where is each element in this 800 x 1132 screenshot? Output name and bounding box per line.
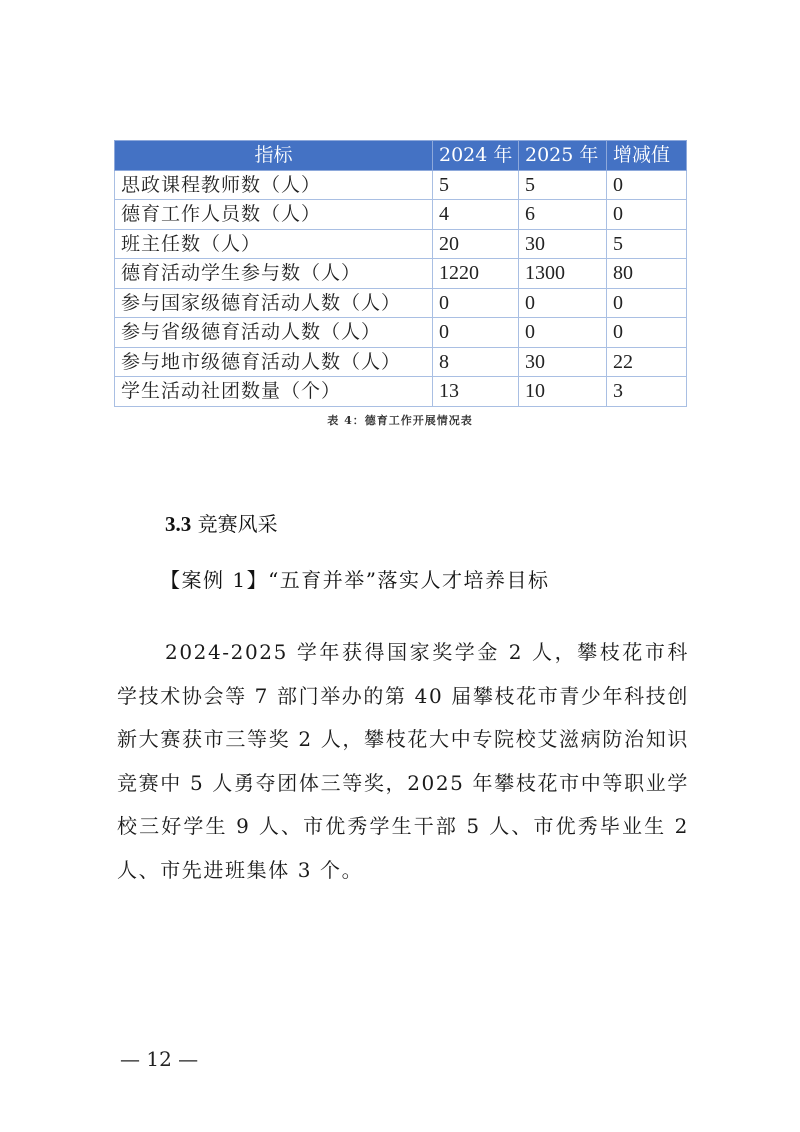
section-number: 3.3 <box>165 512 192 536</box>
cell-2025: 30 <box>519 347 607 377</box>
table-row <box>115 200 687 230</box>
table-caption: 表 4：德育工作开展情况表 <box>327 414 473 427</box>
cell-2025: 10 <box>519 377 607 407</box>
table-row <box>115 229 687 259</box>
moral-education-table <box>114 140 687 407</box>
cell-2025: 0 <box>519 318 607 348</box>
cell-indicator: 班主任数（人） <box>115 229 433 259</box>
table-row <box>115 170 687 200</box>
header-2025: 2025 年 <box>519 141 607 171</box>
cell-2024: 5 <box>433 170 519 200</box>
cell-change: 22 <box>607 347 687 377</box>
cell-change: 0 <box>607 288 687 318</box>
table-header-row <box>115 141 687 171</box>
cell-change: 5 <box>607 229 687 259</box>
cell-indicator: 德育工作人员数（人） <box>115 200 433 230</box>
cell-indicator: 思政课程教师数（人） <box>115 170 433 200</box>
page-number: — 12 — <box>120 1047 199 1071</box>
cell-2024: 0 <box>433 318 519 348</box>
header-change: 增减值 <box>607 141 687 171</box>
cell-indicator: 参与国家级德育活动人数（人） <box>115 288 433 318</box>
cell-2025: 0 <box>519 288 607 318</box>
case-paragraph: 2024-2025 学年获得国家奖学金 2 人，攀枝花市科学技术协会等 7 部门举办的第 40 届攀枝花市青少年科技创新大赛获市三等奖 2 人，攀枝花大中专院校艾滋病防治知识竞赛中 5 人勇夺团体三等奖，2025 年攀枝花市中等职业学校三好学生 9 人、市优秀学生干部 5 人、市优秀毕业生 2 人、市先进班集体 3 个。 <box>117 640 689 882</box>
section-heading <box>165 508 278 537</box>
cell-change: 0 <box>607 170 687 200</box>
cell-2024: 13 <box>433 377 519 407</box>
cell-2024: 0 <box>433 288 519 318</box>
table-row <box>115 288 687 318</box>
cell-2024: 8 <box>433 347 519 377</box>
cell-2024: 1220 <box>433 259 519 289</box>
cell-2024: 20 <box>433 229 519 259</box>
table-row <box>115 259 687 289</box>
cell-2024: 4 <box>433 200 519 230</box>
cell-2025: 30 <box>519 229 607 259</box>
cell-change: 0 <box>607 200 687 230</box>
table-row <box>115 377 687 407</box>
cell-2025: 5 <box>519 170 607 200</box>
header-2024: 2024 年 <box>433 141 519 171</box>
header-indicator: 指标 <box>115 141 433 171</box>
cell-indicator: 参与地市级德育活动人数（人） <box>115 347 433 377</box>
table-row <box>115 318 687 348</box>
cell-indicator: 德育活动学生参与数（人） <box>115 259 433 289</box>
cell-change: 3 <box>607 377 687 407</box>
cell-change: 80 <box>607 259 687 289</box>
cell-2025: 1300 <box>519 259 607 289</box>
section-title: 竞赛风采 <box>197 512 278 536</box>
cell-2025: 6 <box>519 200 607 230</box>
cell-indicator: 参与省级德育活动人数（人） <box>115 318 433 348</box>
cell-change: 0 <box>607 318 687 348</box>
case-title: 【案例 1】“五育并举”落实人才培养目标 <box>160 568 550 592</box>
cell-indicator: 学生活动社团数量（个） <box>115 377 433 407</box>
table-row <box>115 347 687 377</box>
